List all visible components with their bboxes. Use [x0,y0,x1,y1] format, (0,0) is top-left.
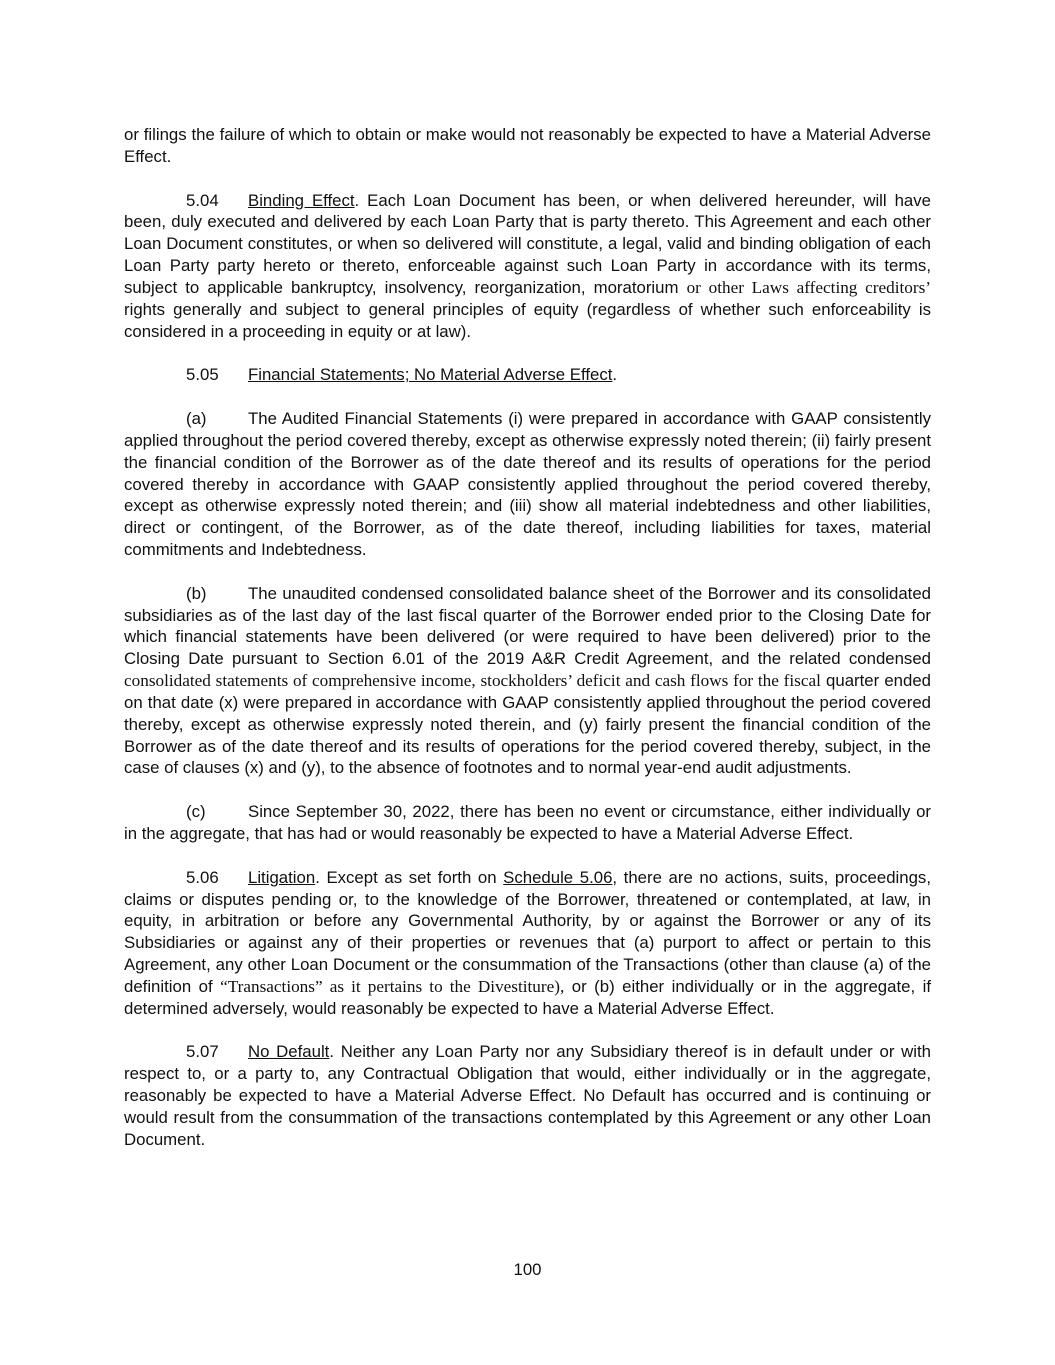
section-text: . Except as set forth on [315,867,504,887]
clause-text: The unaudited condensed consolidated balance sheet of the Borrower and its consolidated subsidiaries as of the last day of the last fiscal quarter of the Borrower ended prior to the Closing Date for which financial statements have been delivered (or were required to have been delivered) prior to the Closing Date pursuant to Section 6.01 of the 2019 A&R Credit Agreement, and the related condensed [124,583,931,669]
clause-text-cont: quarter ended on that date (x) were prepared in accordance with GAAP consistently applied throughout the period covered thereby, except as otherwise expressly noted therein, and (y) fairly present the financial condition of the Borrower as of the date thereof and its results of operations for the period covered thereby, subject, in the case of clauses (x) and (y), to the absence of footnotes and to normal year-end audit adjustments. [124,671,931,778]
section-text-cont: rights generally and subject to general principles of equity (regardless of whether such enforceability is considered in a proceeding in equity or at law). [124,299,931,341]
section-text-serif: “Transactions” as it pertains to the Divestiture), [220,976,565,996]
page-number: 100 [513,1260,542,1279]
clause-text: Since September 30, 2022, there has been no event or circumstance, either individually or in the aggregate, that has had or would reasonably be expected to have a Material Adverse Effect. [124,802,931,843]
section-text: . Neither any Loan Party nor any Subsidiary thereof is in default under or with respect to, or a party to, any Contractual Obligation that would, either individually or in the aggregate, reasonably be expected to have a Material Adverse Effect. No Default has occurred and is continuing or would result from the consummation of the transactions contemplated by this Agreement or any other Loan Document. [124,1042,931,1149]
document-body [124,124,931,1173]
section-heading: No Default [248,1042,330,1062]
clause-label: (a) [186,408,207,428]
section-5-04 [124,190,931,343]
section-5-05-heading [124,364,931,386]
clause-label: (b) [186,583,207,603]
clause-a [124,408,931,561]
section-number: 5.05 [186,365,219,385]
clause-c [124,801,931,845]
schedule-reference: Schedule 5.06 [503,867,613,887]
clause-text: The Audited Financial Statements (i) were prepared in accordance with GAAP consistently applied throughout the period covered thereby, except as otherwise expressly noted therein; (ii) fairly present the financial condition of the Borrower as of the date thereof and its results of operations for the period covered thereby in accordance with GAAP consistently applied throughout the period covered thereby, except as otherwise expressly noted therein; and (iii) show all material indebtedness and other liabilities, direct or contingent, of the Borrower, as of the date thereof, including liabilities for taxes, material commitments and Indebtedness. [124,408,931,560]
section-text-serif: or other Laws affecting creditors’ [686,277,931,297]
section-number: 5.06 [186,867,219,887]
clause-b [124,583,931,780]
section-5-06 [124,867,931,1020]
section-heading: Financial Statements; No Material Adverse Effect [248,365,613,385]
section-number: 5.07 [186,1042,219,1062]
section-number: 5.04 [186,190,219,210]
section-text-cont: , there are no actions, suits, proceedings, claims or disputes pending or, to the knowledge of the Borrower, threatened or contemplated, at law, in equity, in arbitration or before any Governmental Authority, by or against the Borrower or any of its Subsidiaries or against any of their properties or revenues that (a) purport to affect or pertain to this Agreement, any other Loan Document or the consummation of the Transactions (other than clause (a) of the definition of [124,867,931,996]
section-heading: Litigation [248,867,316,887]
clause-label: (c) [186,802,206,822]
clause-text-serif: consolidated statements of comprehensive income, stockholders’ deficit and cash flows for the fiscal [124,671,821,691]
intro-paragraph [124,124,931,168]
section-text-end: or (b) either individually or in the aggregate, if determined adversely, would reasonably be expected to have a Material Adverse Effect. [124,976,931,1018]
section-text: . Each Loan Document has been, or when delivered hereunder, will have been, duly executed and delivered by each Loan Party that is party thereto. This Agreement and each other Loan Document constitutes, or when so delivered will constitute, a legal, valid and binding obligation of each Loan Party party hereto or thereto, enforceable against such Loan Party in accordance with its terms, subject to applicable bankruptcy, insolvency, reorganization, moratorium [124,190,931,297]
intro-text: or filings the failure of which to obtain or make would not reasonably be expected to have a Material Adverse Effect. [124,125,931,166]
heading-period: . [612,365,618,385]
section-heading: Binding Effect [248,190,355,210]
section-5-07 [124,1041,931,1150]
